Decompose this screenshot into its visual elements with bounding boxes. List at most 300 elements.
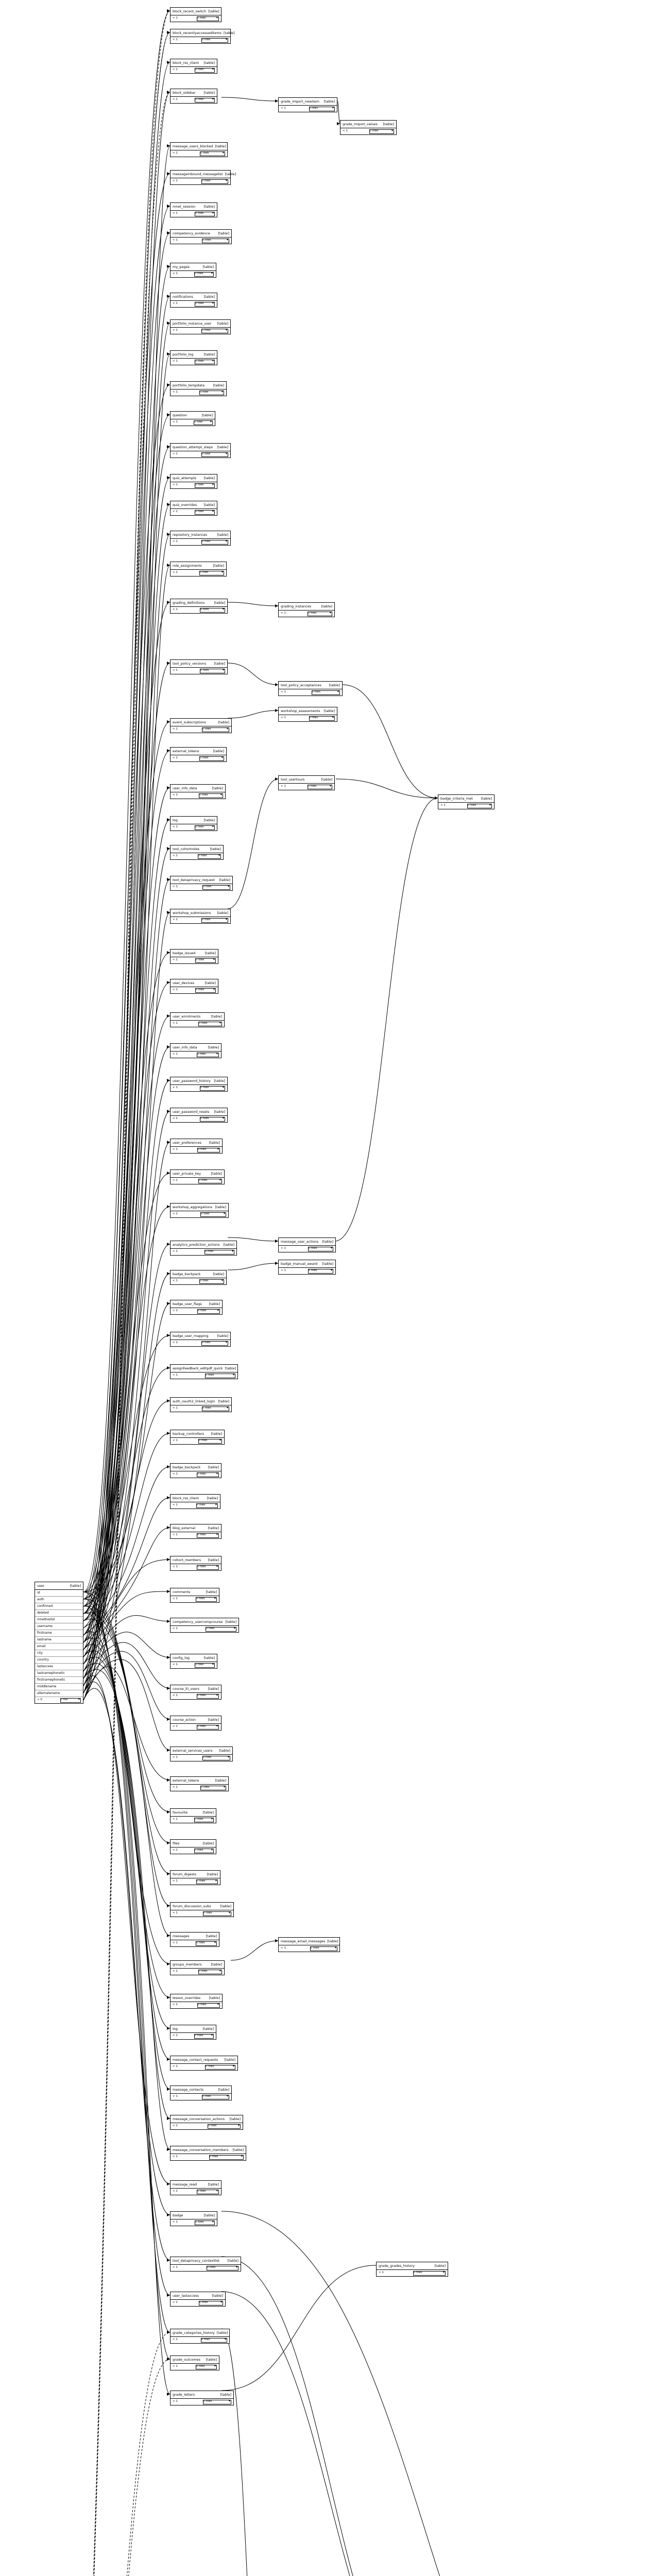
rows-dropdown[interactable]: 0 rows ▾: [369, 129, 394, 134]
table-node[interactable]: [170, 7, 221, 22]
table-node[interactable]: [170, 1932, 219, 1947]
relationship-count: < 1: [173, 918, 178, 922]
table-header[interactable]: [170, 171, 236, 178]
table-header[interactable]: [170, 909, 230, 917]
column-name: country: [37, 1658, 49, 1662]
table-header[interactable]: [170, 474, 217, 482]
table-node[interactable]: [170, 1300, 223, 1315]
table-header[interactable]: [170, 2212, 217, 2219]
relationship-count: < 1: [173, 2365, 178, 2368]
table-header[interactable]: [377, 2262, 448, 2270]
column-row: [35, 1610, 83, 1617]
relationship-count: < 1: [173, 1250, 178, 1253]
rows-dropdown[interactable]: 0 rows ▾: [196, 1503, 218, 1508]
rows-dropdown[interactable]: 0 rows ▾: [195, 68, 215, 73]
table-header[interactable]: [170, 1398, 231, 1405]
table-node[interactable]: [170, 659, 228, 674]
rows-dropdown[interactable]: 0 rows ▾: [201, 540, 228, 545]
rows-dropdown[interactable]: 0 rows ▾: [199, 2301, 223, 2306]
table-header[interactable]: [170, 1241, 236, 1249]
table-node[interactable]: [340, 120, 397, 135]
table-type-tag: [table]: [208, 2182, 219, 2187]
rows-dropdown[interactable]: 0 rows ▾: [308, 1269, 333, 1274]
rows-dropdown[interactable]: 0 rows ▾: [200, 669, 225, 673]
rows-dropdown[interactable]: 0 rows ▾: [201, 329, 228, 333]
table-name: competency_usercompcourse: [173, 1619, 223, 1624]
rows-dropdown[interactable]: 0 rows ▾: [208, 2124, 241, 2129]
table-type-tag: [table]: [203, 502, 215, 507]
rows-dropdown[interactable]: 0 rows ▾: [197, 1148, 220, 1153]
table-type-tag: [table]: [204, 980, 216, 985]
rows-dropdown[interactable]: 0 rows ▾: [202, 885, 230, 890]
column-row: [35, 1643, 83, 1650]
table-node[interactable]: [170, 1654, 217, 1669]
rows-dropdown[interactable]: 0 rows ▾: [196, 1879, 218, 1884]
table-node[interactable]: [170, 501, 217, 516]
table-header[interactable]: [170, 1961, 224, 1969]
table-header[interactable]: [170, 89, 217, 97]
table-header[interactable]: [279, 776, 334, 784]
table-node[interactable]: [170, 1364, 238, 1379]
table-header[interactable]: [170, 2025, 216, 2033]
table-node[interactable]: [170, 1077, 228, 1092]
relationship-count: < 1: [173, 1941, 178, 1945]
rows-dropdown[interactable]: 0 rows ▾: [195, 483, 215, 488]
table-header[interactable]: [170, 660, 227, 668]
rows-dropdown[interactable]: 0 rows ▾: [194, 420, 213, 425]
rows-dropdown[interactable]: 0 rows ▾: [195, 988, 216, 993]
table-name: tool_usertours: [281, 777, 305, 782]
table-node[interactable]: [170, 2086, 232, 2100]
rows-dropdown[interactable]: 0 rows ▾: [202, 727, 229, 732]
table-node[interactable]: [170, 2180, 221, 2195]
relationship-count: < 1: [173, 1694, 178, 1698]
table-header[interactable]: [170, 1077, 227, 1085]
table-header[interactable]: [170, 719, 231, 726]
table-header[interactable]: [170, 444, 230, 451]
table-header[interactable]: [279, 682, 342, 689]
column-row: [35, 1657, 83, 1664]
rows-dropdown[interactable]: 0 rows ▾: [194, 2034, 214, 2039]
table-header[interactable]: [170, 979, 218, 987]
rows-dropdown[interactable]: 0 rows ▾: [199, 756, 224, 761]
table-header[interactable]: [170, 2146, 246, 2154]
table-header[interactable]: [170, 351, 217, 359]
rows-dropdown[interactable]: 0 rows ▾: [194, 272, 214, 277]
rows-dropdown[interactable]: 0 rows ▾: [195, 2221, 215, 2225]
table-node[interactable]: [170, 1618, 239, 1633]
table-node[interactable]: [170, 531, 231, 546]
table-node[interactable]: [170, 263, 216, 278]
table-header[interactable]: [170, 1994, 222, 2002]
table-node[interactable]: [278, 1238, 336, 1252]
relationship-edge: [83, 1368, 170, 1606]
rows-dropdown[interactable]: 0 rows ▾: [200, 1117, 225, 1122]
table-header[interactable]: [170, 2391, 233, 2399]
table-node[interactable]: [278, 707, 337, 722]
table-node[interactable]: [278, 681, 343, 696]
table-type-tag: [table]: [218, 2087, 229, 2092]
table-node[interactable]: [170, 1494, 220, 1509]
table-header[interactable]: [170, 143, 227, 150]
table-name: badge_issued: [173, 951, 196, 955]
table-header[interactable]: [170, 1170, 224, 1178]
table-node[interactable]: [170, 1430, 225, 1445]
table-header[interactable]: [170, 230, 231, 238]
rows-dropdown[interactable]: 0 rows ▾: [207, 2266, 238, 2270]
table-node[interactable]: [170, 1870, 220, 1885]
rows-dropdown[interactable]: 0 rows ▾: [200, 608, 225, 613]
rows-dropdown[interactable]: 0 rows ▾: [199, 793, 223, 798]
table-node[interactable]: [170, 1463, 221, 1478]
table-header[interactable]: [279, 1260, 335, 1268]
table-header[interactable]: [170, 29, 235, 37]
rows-dropdown[interactable]: 0 rows ▾: [206, 1627, 236, 1632]
table-type-tag: [table]: [218, 231, 229, 235]
table-node[interactable]: [170, 443, 231, 458]
table-header[interactable]: [170, 1871, 220, 1878]
rows-dropdown[interactable]: 0 rows ▾: [194, 1849, 214, 1853]
rows-dropdown[interactable]: 0 rows ▾: [201, 452, 228, 457]
rows-dropdown[interactable]: 0 rows ▾: [202, 239, 229, 243]
table-node[interactable]: [170, 229, 232, 244]
rows-dropdown[interactable]: 0 rows ▾: [197, 1309, 220, 1314]
rows-dropdown[interactable]: 0 rows ▾: [195, 98, 215, 103]
table-node[interactable]: [170, 949, 218, 964]
table-header[interactable]: [170, 845, 223, 853]
table-header[interactable]: [170, 501, 217, 509]
table-node[interactable]: [376, 2262, 448, 2277]
table-user[interactable]: [35, 1582, 83, 1704]
table-node[interactable]: [170, 1524, 221, 1539]
table-header[interactable]: [170, 531, 230, 539]
rows-dropdown[interactable]: 0 rows ▾: [195, 360, 215, 364]
rows-dropdown[interactable]: 0 rows ▾: [467, 804, 492, 808]
table-node[interactable]: [170, 474, 217, 489]
rows-dropdown[interactable]: 0 rows ▾: [309, 107, 335, 111]
table-node[interactable]: [170, 1902, 234, 1917]
table-node[interactable]: [170, 562, 227, 577]
table-node[interactable]: [170, 1588, 219, 1603]
table-node[interactable]: [170, 2056, 238, 2071]
table-node[interactable]: [170, 1685, 221, 1700]
table-name: quiz_attempts: [173, 476, 197, 480]
table-header[interactable]: [170, 2115, 243, 2123]
table-node[interactable]: [170, 876, 233, 891]
table-header[interactable]: [170, 817, 217, 824]
table-node[interactable]: [170, 59, 217, 74]
rows-dropdown[interactable]: 0 rows ▾: [199, 1279, 224, 1284]
rows-dropdown[interactable]: 0 rows ▾: [195, 212, 215, 216]
table-node[interactable]: [170, 2391, 234, 2405]
rows-dropdown[interactable]: 0 rows ▾: [310, 1946, 337, 1951]
table-header[interactable]: [170, 320, 230, 328]
table-node[interactable]: [170, 2257, 241, 2272]
table-header[interactable]: [170, 2181, 221, 2189]
table-header[interactable]: [170, 1464, 221, 1471]
rows-dropdown[interactable]: 0 rows ▾: [308, 612, 332, 616]
table-node[interactable]: [170, 319, 231, 334]
table-node[interactable]: [170, 350, 217, 365]
rows-dropdown[interactable]: 0 rows ▾: [202, 2095, 229, 2099]
rows-dropdown[interactable]: 0 rows ▾: [197, 1694, 219, 1699]
rows-dropdown[interactable]: 0 rows ▾: [202, 1406, 229, 1411]
table-node[interactable]: [170, 1808, 216, 1823]
table-header[interactable]: [279, 1938, 339, 1945]
table-node[interactable]: [170, 909, 231, 924]
table-node[interactable]: [170, 1332, 231, 1347]
table-header[interactable]: [340, 121, 396, 128]
table-header[interactable]: [170, 2257, 241, 2265]
table-node[interactable]: [170, 1747, 233, 1761]
rows-dropdown[interactable]: 0 rows ▾: [198, 1022, 222, 1026]
rows-dropdown[interactable]: 0 rows ▾: [200, 1212, 226, 1217]
rows-dropdown[interactable]: 0 rows ▾: [200, 151, 225, 156]
table-type-tag: [table]: [481, 796, 492, 801]
relationship-count: < 1: [173, 420, 178, 424]
table-header[interactable]: [170, 1270, 226, 1278]
rows-dropdown[interactable]: 0 rows ▾: [195, 302, 215, 307]
table-header[interactable]: [170, 293, 217, 301]
table-node[interactable]: [170, 845, 224, 860]
table-header[interactable]: [170, 599, 227, 607]
rows-dropdown[interactable]: 0 rows ▾: [195, 510, 215, 515]
table-header[interactable]: [279, 1238, 335, 1246]
table-node[interactable]: [170, 747, 227, 762]
table-header[interactable]: [170, 1013, 224, 1021]
table-header[interactable]: [170, 1747, 232, 1755]
table-footer: [170, 1471, 221, 1478]
table-header[interactable]: [170, 59, 217, 67]
table-header[interactable]: [170, 748, 226, 755]
relationship-count: < 1: [173, 608, 178, 612]
table-node[interactable]: [170, 1108, 228, 1123]
table-header[interactable]: [170, 203, 217, 211]
table-node[interactable]: [170, 2115, 243, 2130]
table-node[interactable]: [170, 1139, 223, 1154]
table-header[interactable]: [170, 1495, 220, 1502]
rows-dropdown[interactable]: 0 rows ▾: [200, 1086, 225, 1091]
table-header[interactable]: [170, 2329, 229, 2337]
table-node[interactable]: [170, 1839, 216, 1854]
table-node[interactable]: [170, 1556, 221, 1571]
table-node[interactable]: [170, 718, 232, 733]
rows-dropdown[interactable]: 0 rows ▾: [197, 2003, 220, 2008]
table-header[interactable]: [170, 785, 225, 792]
rows-dropdown[interactable]: 0 rows ▾: [202, 1756, 230, 1760]
rows-dropdown[interactable]: 0 rows ▾: [197, 1725, 219, 1730]
table-node[interactable]: [170, 784, 226, 799]
table-header[interactable]: [279, 98, 337, 106]
rows-dropdown[interactable]: 0 rows ▾: [203, 1911, 231, 1916]
table-node[interactable]: [170, 293, 217, 308]
rows-dropdown[interactable]: 0 rows ▾: [195, 1663, 215, 1668]
rows-dropdown[interactable]: 0 rows ▾: [201, 918, 228, 923]
table-header[interactable]: [170, 412, 215, 419]
rows-dropdown[interactable]: 0 rows ▾: [203, 2400, 231, 2404]
column-name: lastnamephonetic: [37, 1671, 65, 1675]
table-header[interactable]: [170, 263, 216, 271]
table-node[interactable]: [170, 142, 228, 157]
rows-dropdown[interactable]: 0 rows ▾: [308, 1247, 333, 1251]
table-type-tag: [table]: [213, 383, 224, 387]
table-header[interactable]: [170, 1108, 227, 1116]
rows-dropdown[interactable]: 0 rows ▾: [204, 1250, 234, 1255]
table-type-tag: [table]: [323, 99, 335, 104]
table-header[interactable]: [279, 707, 337, 715]
table-footer: [279, 611, 334, 617]
table-header[interactable]: [170, 876, 232, 884]
rows-dropdown[interactable]: 0 rows ▾: [197, 1472, 219, 1477]
table-name: block_rss_client: [173, 60, 199, 65]
rows-dropdown[interactable]: 0 rows ▾: [198, 854, 221, 859]
table-header[interactable]: [170, 1139, 222, 1147]
rows-dropdown[interactable]: 0 rows ▾: [201, 1341, 228, 1346]
table-header[interactable]: [170, 1556, 221, 1564]
table-header[interactable]: [279, 603, 334, 611]
table-node[interactable]: [278, 775, 335, 790]
table-node[interactable]: [170, 2146, 246, 2161]
table-header[interactable]: [170, 1300, 222, 1308]
table-header[interactable]: [170, 2086, 231, 2094]
table-node[interactable]: [170, 599, 228, 614]
rows-dropdown[interactable]: 0 rows ▾: [312, 690, 340, 695]
rows-dropdown[interactable]: 0 rows ▾: [196, 1597, 217, 1602]
table-node[interactable]: [170, 1241, 237, 1256]
table-node[interactable]: [170, 1043, 221, 1058]
rows-dropdown[interactable]: 0 rows ▾: [205, 2065, 235, 2070]
rows-dropdown[interactable]: 0 rows ▾: [197, 2190, 219, 2194]
rows-dropdown[interactable]: 0 rows ▾: [199, 391, 224, 395]
rows-dropdown[interactable]: 0 rows ▾: [196, 1941, 217, 1946]
table-node[interactable]: [170, 1012, 225, 1027]
rows-dropdown[interactable]: 0 rows ▾: [194, 1818, 214, 1822]
rows-dropdown[interactable]: 0 rows ▾: [308, 785, 332, 789]
rows-dropdown[interactable]: 1 row ▾: [60, 1698, 81, 1703]
table-node[interactable]: [170, 202, 217, 217]
table-node[interactable]: [438, 794, 494, 809]
table-header[interactable]: [170, 2292, 225, 2300]
table-footer: [170, 1085, 227, 1091]
table-header[interactable]: [35, 1582, 83, 1590]
relationship-edge: [83, 1111, 170, 1650]
rows-dropdown[interactable]: 0 rows ▾: [197, 1565, 219, 1570]
rows-dropdown[interactable]: 0 rows ▾: [198, 1439, 222, 1444]
table-node[interactable]: [170, 1397, 232, 1412]
table-header[interactable]: [170, 1809, 216, 1817]
table-node[interactable]: [170, 816, 217, 831]
rows-dropdown[interactable]: 0 rows ▾: [197, 1053, 219, 1057]
table-node[interactable]: [278, 97, 337, 112]
rows-dropdown[interactable]: 0 rows ▾: [195, 958, 216, 963]
rows-dropdown[interactable]: 0 rows ▾: [199, 571, 224, 575]
rows-dropdown[interactable]: 0 rows ▾: [205, 1374, 235, 1378]
rows-dropdown[interactable]: 0 rows ▾: [196, 2365, 217, 2369]
table-header[interactable]: [170, 1777, 228, 1785]
table-header[interactable]: [170, 1044, 221, 1052]
table-type-tag: [table]: [209, 1995, 220, 2000]
table-node[interactable]: [170, 1776, 229, 1791]
rows-dropdown[interactable]: 0 rows ▾: [413, 2271, 446, 2276]
table-node[interactable]: [170, 2355, 219, 2370]
table-node[interactable]: [170, 2329, 230, 2344]
table-node[interactable]: [170, 170, 236, 185]
rows-dropdown[interactable]: 0 rows ▾: [309, 716, 335, 721]
table-type-tag: [table]: [215, 144, 226, 148]
table-node[interactable]: [278, 602, 335, 617]
column-name: firstnamephonetic: [37, 1678, 65, 1682]
table-name: block_sidebar: [173, 90, 196, 95]
table-node[interactable]: [170, 411, 215, 426]
table-header[interactable]: [170, 1524, 221, 1532]
table-type-tag: [table]: [208, 1526, 219, 1530]
table-header[interactable]: [170, 1654, 217, 1662]
relationship-count: < 1: [173, 1879, 178, 1883]
table-node[interactable]: [170, 1270, 227, 1285]
table-node[interactable]: [170, 2292, 226, 2307]
table-node[interactable]: [278, 1260, 336, 1275]
table-node[interactable]: [170, 1960, 225, 1975]
table-footer: [170, 1340, 230, 1346]
table-name: message_email_messages: [281, 1939, 326, 1943]
table-node[interactable]: [170, 2025, 216, 2040]
table-header[interactable]: [170, 382, 226, 389]
table-name: question: [173, 413, 187, 417]
rows-dropdown[interactable]: 0 rows ▾: [200, 1786, 226, 1790]
rows-dropdown[interactable]: 0 rows ▾: [201, 179, 228, 184]
table-node[interactable]: [170, 979, 218, 994]
rows-dropdown[interactable]: 0 rows ▾: [197, 1533, 219, 1538]
table-header[interactable]: [170, 1933, 219, 1940]
rows-dropdown[interactable]: 0 rows ▾: [195, 825, 215, 830]
table-node[interactable]: [170, 89, 217, 104]
relationship-count: < 1: [173, 988, 178, 992]
table-header[interactable]: [170, 1685, 221, 1693]
table-node[interactable]: [170, 29, 235, 44]
table-header[interactable]: [170, 2056, 237, 2064]
table-header[interactable]: [170, 8, 221, 15]
relationship-count: < 1: [173, 1786, 178, 1789]
table-header[interactable]: [170, 1716, 221, 1724]
table-header[interactable]: [170, 562, 226, 570]
rows-dropdown[interactable]: 0 rows ▾: [197, 16, 219, 21]
table-header[interactable]: [170, 950, 218, 957]
table-header[interactable]: [170, 1618, 238, 1626]
table-header[interactable]: [170, 1840, 216, 1848]
table-node[interactable]: [170, 2211, 217, 2226]
table-header[interactable]: [170, 1332, 230, 1340]
table-node[interactable]: [170, 1170, 225, 1184]
rows-dropdown[interactable]: 0 rows ▾: [198, 1970, 222, 1974]
table-header[interactable]: [170, 1365, 237, 1372]
table-node[interactable]: [170, 381, 227, 396]
table-header[interactable]: [170, 1588, 219, 1596]
rows-dropdown[interactable]: 0 rows ▾: [209, 2155, 244, 2160]
rows-dropdown[interactable]: 0 rows ▾: [201, 38, 228, 43]
rows-dropdown[interactable]: 0 rows ▾: [198, 1179, 222, 1183]
table-header[interactable]: [170, 1903, 233, 1910]
table-node[interactable]: [170, 1994, 223, 2009]
table-header[interactable]: [438, 795, 494, 803]
table-header[interactable]: [170, 1204, 228, 1211]
table-node[interactable]: [170, 1716, 221, 1731]
relationship-count: < 1: [281, 1269, 286, 1273]
table-header[interactable]: [170, 1430, 224, 1438]
rows-dropdown[interactable]: 0 rows ▾: [201, 2338, 227, 2343]
table-node[interactable]: [170, 1203, 229, 1218]
table-node[interactable]: [278, 1937, 340, 1952]
table-header[interactable]: [170, 2356, 219, 2364]
